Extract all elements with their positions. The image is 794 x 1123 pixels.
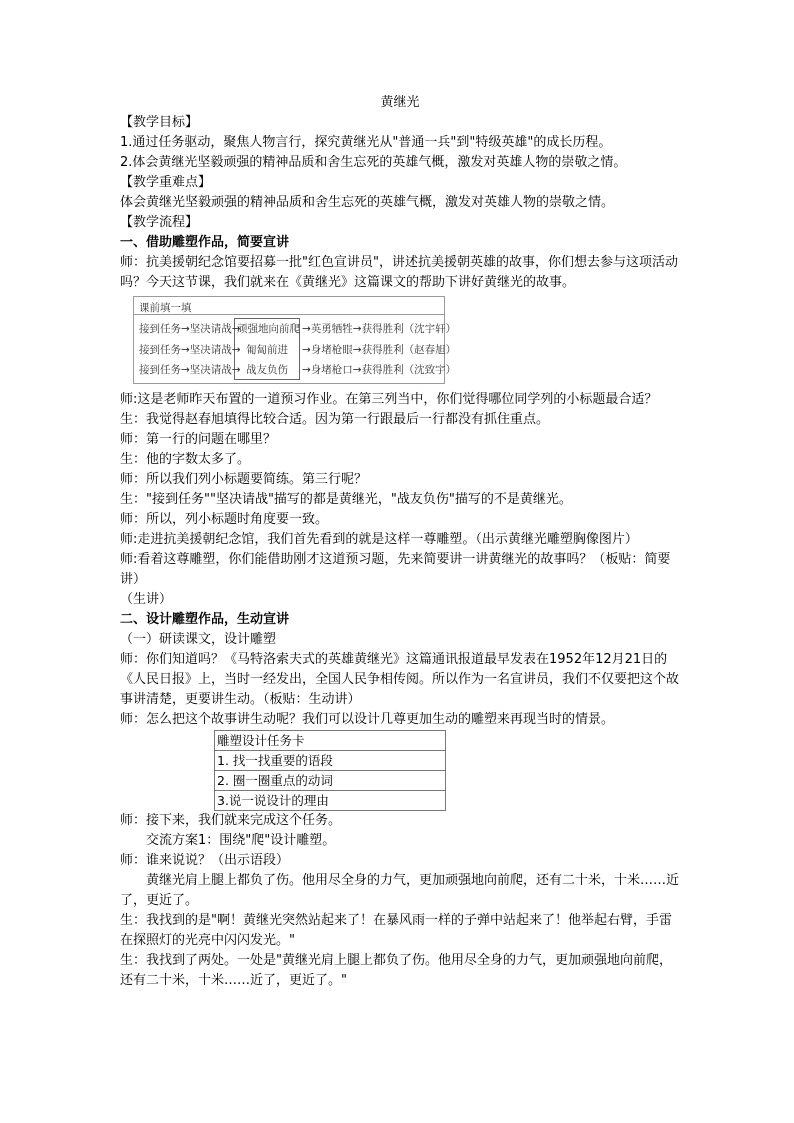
paragraph: 师:走进抗美援朝纪念馆，我们首先看到的就是这样一尊雕塑。（出示黄继光雕塑胸像图片） xyxy=(120,532,638,547)
paragraph: 师：第一行的问题在哪里？ xyxy=(120,432,277,447)
table-row-right: →英勇牺牲→获得胜利（沈宇轩） xyxy=(302,323,457,335)
task-card-item: 3.说一说设计的理由 xyxy=(215,790,445,810)
table-row-right: →身堵枪眼→获得胜利（赵春旭） xyxy=(302,344,457,356)
table-row-left: 接到任务→坚决请战→ xyxy=(139,323,241,335)
table-row-right: →身堵枪口→获得胜利（沈致宇） xyxy=(302,364,457,376)
paragraph: 生：我觉得赵春旭填得比较合适。因为第一行跟最后一行都没有抓住重点。 xyxy=(120,412,550,427)
paragraph: （生讲） xyxy=(120,592,173,607)
document-page xyxy=(120,94,680,991)
table-row-mid: 顽强地向前爬 xyxy=(237,323,300,335)
section-1-heading: 一、借助雕塑作品，简要宣讲 xyxy=(120,235,290,250)
paragraph: 师：所以，列小标题时角度要一致。 xyxy=(120,512,329,527)
paragraph: 交流方案1：围绕"爬"设计雕塑。 xyxy=(146,833,336,848)
paragraph: 师：你们知道吗？《马特洛索夫式的英雄黄继光》这篇通讯报道最早发表在1952年12月21日的《人民日报》上，当时一经发出，全国人民争相传阅。所以作为一名宣讲员，我们不仅要把这个故事讲清楚，更要讲生动。（板贴：生动讲） xyxy=(120,652,680,707)
table-row-left: 接到任务→坚决请战→ xyxy=(139,364,241,376)
paragraph: 生：我找到的是"啊！黄继光突然站起来了！在暴风雨一样的子弹中站起来了！他举起右臂，手雷在探照灯的光亮中闪闪发光。" xyxy=(120,913,672,948)
heading-flow: 【教学流程】 xyxy=(120,215,199,230)
sculpture-task-card xyxy=(214,730,446,811)
task-card-title: 雕塑设计任务卡 xyxy=(217,733,305,748)
paragraph: 师：接下来，我们就来完成这个任务。 xyxy=(120,813,342,828)
paragraph: 师：所以我们列小标题要简练。第三行呢？ xyxy=(120,472,368,487)
paragraph: 生："接到任务""坚决请战"描写的都是黄继光，"战友负伤"描写的不是黄继光。 xyxy=(120,492,572,507)
paragraph: 师:看着这尊雕塑，你们能借助刚才这道预习题，先来简要讲一讲黄继光的故事吗？（板贴：简要讲） xyxy=(120,552,671,587)
heading-key-points: 【教学重难点】 xyxy=(120,175,212,190)
paragraph: 师：抗美援朝纪念馆要招募一批"红色宣讲员"，讲述抗美援朝英雄的故事，你们想去参与这项活动吗？今天这节课，我们就来在《黄继光》这篇课文的帮助下讲好黄继光的故事。 xyxy=(120,255,678,290)
goal-1: 1.通过任务驱动，聚焦人物言行，探究黄继光从"普通一兵"到"特级英雄"的成长历程。 xyxy=(120,135,612,150)
subsection-heading: （一）研读课文，设计雕塑 xyxy=(120,632,277,647)
table-row-mid: 战友负伤 xyxy=(246,364,288,376)
section-2-heading: 二、设计雕塑作品，生动宣讲 xyxy=(120,612,290,627)
pre-class-table-header: 课前填一填 xyxy=(139,302,192,314)
task-card-item: 2. 圈一圈重点的动词 xyxy=(215,770,445,790)
divider xyxy=(134,314,444,315)
paragraph: 生：他的字数太多了。 xyxy=(120,452,251,467)
pre-class-fill-table xyxy=(133,296,457,384)
heading-goals: 【教学目标】 xyxy=(120,115,199,130)
quoted-passage: 黄继光肩上腿上都负了伤。他用尽全身的力气，更加顽强地向前爬，还有二十米，十米……近了，更近了。 xyxy=(120,873,680,908)
document-title: 黄继光 xyxy=(380,95,420,110)
goal-2: 2.体会黄继光坚毅顽强的精神品质和舍生忘死的英雄气概，激发对英雄人物的崇敬之情。 xyxy=(120,155,627,170)
paragraph: 师：谁来说说？（出示语段） xyxy=(120,853,290,868)
key-point-1: 体会黄继光坚毅顽强的精神品质和舍生忘死的英雄气概，激发对英雄人物的崇敬之情。 xyxy=(120,195,615,210)
paragraph: 师：怎么把这个故事讲生动呢？我们可以设计几尊更加生动的雕塑来再现当时的情景。 xyxy=(120,712,615,727)
paragraph: 师:这是老师昨天布置的一道预习作业。在第三列当中，你们觉得哪位同学列的小标题最合适？ xyxy=(120,392,658,407)
table-row-mid: 匍匐前进 xyxy=(246,344,288,356)
table-row-left: 接到任务→坚决请战→ xyxy=(139,344,241,356)
paragraph: 生：我找到了两处。一处是"黄继光肩上腿上都负了伤。他用尽全身的力气，更加顽强地向前爬，还有二十米，十米……近了，更近了。" xyxy=(120,953,672,988)
task-card-item: 1. 找一找重要的语段 xyxy=(215,750,445,770)
